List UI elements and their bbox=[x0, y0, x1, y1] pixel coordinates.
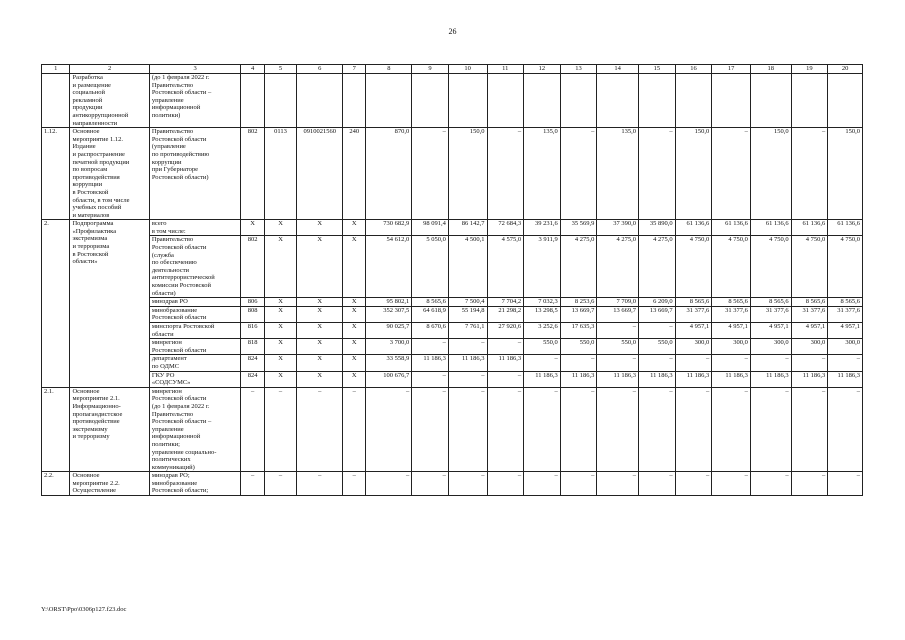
table-cell: 90 025,7 bbox=[366, 323, 412, 339]
table-cell bbox=[241, 74, 264, 128]
table-cell: – bbox=[448, 371, 487, 387]
table-cell: X bbox=[343, 323, 366, 339]
column-header-2: 2 bbox=[70, 65, 149, 74]
table-cell: X bbox=[343, 220, 366, 236]
table-cell: Основное мероприятие 1.12. Издание и распространение печатной продукции по вопросам противодействия коррупции в Ростовской области, в том числе учебных пособий и материалов bbox=[70, 128, 149, 220]
table-cell: – bbox=[343, 472, 366, 496]
table-cell: – bbox=[366, 472, 412, 496]
table-cell: Правительство Ростовской области (управление по противодействию коррупции при Губернаторе Ростовской области) bbox=[149, 128, 241, 220]
table-cell: – bbox=[297, 387, 343, 472]
table-cell: – bbox=[560, 472, 597, 496]
table-cell: 240 bbox=[343, 128, 366, 220]
table-cell: минрегион Ростовской области (до 1 февраля 2022 г. Правительство Ростовской области – управление информационной политики; управление социально- политических коммуникаций) bbox=[149, 387, 241, 472]
table-cell: – bbox=[524, 472, 561, 496]
table-cell: X bbox=[297, 236, 343, 298]
table-cell bbox=[597, 74, 639, 128]
table-cell bbox=[639, 74, 676, 128]
table-cell: – bbox=[791, 387, 828, 472]
budget-table bbox=[41, 64, 863, 496]
column-header-5: 5 bbox=[264, 65, 297, 74]
table-cell: X bbox=[264, 355, 297, 371]
table-cell bbox=[791, 74, 828, 128]
table-cell: – bbox=[597, 472, 639, 496]
table-cell: 4 957,1 bbox=[750, 323, 791, 339]
table-cell: – bbox=[366, 387, 412, 472]
table-row bbox=[42, 472, 863, 496]
column-header-1: 1 bbox=[42, 65, 70, 74]
table-cell: – bbox=[487, 371, 524, 387]
table-cell: X bbox=[343, 339, 366, 355]
table-cell bbox=[448, 74, 487, 128]
table-cell: 4 500,1 bbox=[448, 236, 487, 298]
table-cell: 352 307,5 bbox=[366, 306, 412, 322]
table-cell bbox=[828, 74, 863, 128]
column-header-13: 13 bbox=[560, 65, 597, 74]
table-cell: 11 186,3 bbox=[524, 371, 561, 387]
table-cell: 2.1. bbox=[42, 387, 70, 472]
table-cell: 3 252,6 bbox=[524, 323, 561, 339]
column-header-17: 17 bbox=[712, 65, 751, 74]
table-cell: 11 186,3 bbox=[487, 355, 524, 371]
table-row bbox=[42, 323, 863, 339]
table-cell: X bbox=[264, 339, 297, 355]
table-cell: 31 377,6 bbox=[750, 306, 791, 322]
table-cell: 0113 bbox=[264, 128, 297, 220]
table-cell: 150,0 bbox=[675, 128, 712, 220]
table-cell: 64 618,9 bbox=[412, 306, 449, 322]
table-cell: 13 669,7 bbox=[597, 306, 639, 322]
table-cell: 8 565,6 bbox=[750, 298, 791, 307]
table-cell: 7 709,0 bbox=[597, 298, 639, 307]
table-cell: – bbox=[412, 339, 449, 355]
table-cell: 31 377,6 bbox=[828, 306, 863, 322]
table-cell: – bbox=[750, 387, 791, 472]
table-cell: X bbox=[264, 323, 297, 339]
table-cell: 54 612,0 bbox=[366, 236, 412, 298]
table-cell: минобразование Ростовской области bbox=[149, 306, 241, 322]
table-cell: Правительство Ростовской области (служба по обеспечению деятельности антитеррористической комиссии Ростовской области) bbox=[149, 236, 241, 298]
table-cell: – bbox=[487, 387, 524, 472]
table-cell bbox=[264, 74, 297, 128]
table-cell: 150,0 bbox=[828, 128, 863, 220]
table-cell: 61 136,6 bbox=[828, 220, 863, 236]
table-cell: – bbox=[560, 387, 597, 472]
table-cell: X bbox=[297, 355, 343, 371]
table-cell: 150,0 bbox=[750, 128, 791, 220]
table-cell: – bbox=[412, 128, 449, 220]
table-cell: 550,0 bbox=[597, 339, 639, 355]
table-row bbox=[42, 355, 863, 371]
table-cell: 4 750,0 bbox=[828, 236, 863, 298]
table-cell: – bbox=[343, 387, 366, 472]
table-cell: 72 684,3 bbox=[487, 220, 524, 236]
table-header-row bbox=[42, 65, 863, 74]
table-row bbox=[42, 339, 863, 355]
table-cell: 4 957,1 bbox=[675, 323, 712, 339]
table-cell: 8 565,6 bbox=[712, 298, 751, 307]
table-cell: 61 136,6 bbox=[712, 220, 751, 236]
table-cell bbox=[343, 74, 366, 128]
table-cell: – bbox=[412, 387, 449, 472]
table-cell: – bbox=[487, 472, 524, 496]
column-header-18: 18 bbox=[750, 65, 791, 74]
table-cell: X bbox=[297, 220, 343, 236]
table-cell: 11 186,3 bbox=[675, 371, 712, 387]
table-cell: – bbox=[412, 472, 449, 496]
table-cell: 0910021560 bbox=[297, 128, 343, 220]
column-header-10: 10 bbox=[448, 65, 487, 74]
table-cell: X bbox=[297, 339, 343, 355]
table-cell bbox=[524, 74, 561, 128]
table-cell: 17 635,3 bbox=[560, 323, 597, 339]
table-cell: – bbox=[828, 355, 863, 371]
table-cell: – bbox=[828, 472, 863, 496]
column-header-19: 19 bbox=[791, 65, 828, 74]
table-cell: – bbox=[560, 128, 597, 220]
table-cell: 35 890,0 bbox=[639, 220, 676, 236]
column-header-14: 14 bbox=[597, 65, 639, 74]
table-cell: 808 bbox=[241, 306, 264, 322]
column-header-8: 8 bbox=[366, 65, 412, 74]
table-row bbox=[42, 371, 863, 387]
table-cell: 300,0 bbox=[675, 339, 712, 355]
table-cell: – bbox=[597, 355, 639, 371]
table-cell: 31 377,6 bbox=[712, 306, 751, 322]
table-cell: – bbox=[750, 355, 791, 371]
table-cell: 8 565,6 bbox=[791, 298, 828, 307]
table-cell: X bbox=[343, 236, 366, 298]
table-cell: X bbox=[241, 220, 264, 236]
table-cell: 816 bbox=[241, 323, 264, 339]
table-cell: X bbox=[343, 298, 366, 307]
table-row bbox=[42, 387, 863, 472]
table-cell: – bbox=[448, 387, 487, 472]
table-cell: 4 750,0 bbox=[750, 236, 791, 298]
table-cell bbox=[366, 74, 412, 128]
table-cell bbox=[487, 74, 524, 128]
table-cell: X bbox=[264, 371, 297, 387]
table-cell: 11 186,3 bbox=[750, 371, 791, 387]
table-cell: 1.12. bbox=[42, 128, 70, 220]
table-cell bbox=[297, 74, 343, 128]
table-cell: 8 565,6 bbox=[412, 298, 449, 307]
column-header-11: 11 bbox=[487, 65, 524, 74]
table-cell: – bbox=[241, 387, 264, 472]
table-cell: – bbox=[675, 472, 712, 496]
table-cell: 61 136,6 bbox=[791, 220, 828, 236]
table-cell: – bbox=[639, 387, 676, 472]
table-cell: 806 bbox=[241, 298, 264, 307]
table-cell: 13 669,7 bbox=[639, 306, 676, 322]
table-cell: 824 bbox=[241, 355, 264, 371]
table-cell: X bbox=[297, 323, 343, 339]
table-cell: – bbox=[448, 339, 487, 355]
table-cell: 39 231,6 bbox=[524, 220, 561, 236]
table-cell: X bbox=[264, 298, 297, 307]
table-cell: 61 136,6 bbox=[675, 220, 712, 236]
table-cell: – bbox=[524, 387, 561, 472]
table-cell: 13 669,7 bbox=[560, 306, 597, 322]
table-cell: 11 186,3 bbox=[639, 371, 676, 387]
table-cell: 21 298,2 bbox=[487, 306, 524, 322]
column-header-15: 15 bbox=[639, 65, 676, 74]
table-cell: X bbox=[343, 371, 366, 387]
table-cell: 7 761,1 bbox=[448, 323, 487, 339]
table-cell: 300,0 bbox=[712, 339, 751, 355]
table-cell bbox=[412, 74, 449, 128]
table-cell bbox=[712, 74, 751, 128]
table-cell: департамент по ОДМС bbox=[149, 355, 241, 371]
column-header-6: 6 bbox=[297, 65, 343, 74]
table-cell bbox=[675, 74, 712, 128]
table-cell bbox=[42, 74, 70, 128]
table-cell: 95 802,1 bbox=[366, 298, 412, 307]
table-cell: 4 275,0 bbox=[560, 236, 597, 298]
table-cell: – bbox=[828, 387, 863, 472]
table-cell: 2. bbox=[42, 220, 70, 387]
table-cell: – bbox=[241, 472, 264, 496]
table-cell: – bbox=[639, 128, 676, 220]
table-cell: 100 676,7 bbox=[366, 371, 412, 387]
column-header-16: 16 bbox=[675, 65, 712, 74]
table-cell: 3 700,0 bbox=[366, 339, 412, 355]
table-cell: – bbox=[712, 387, 751, 472]
table-cell: 4 957,1 bbox=[712, 323, 751, 339]
table-cell: – bbox=[597, 387, 639, 472]
table-cell: 13 298,5 bbox=[524, 306, 561, 322]
table-cell: 300,0 bbox=[828, 339, 863, 355]
column-header-9: 9 bbox=[412, 65, 449, 74]
table-cell: 11 186,3 bbox=[828, 371, 863, 387]
table-cell: 4 957,1 bbox=[828, 323, 863, 339]
table-cell: 550,0 bbox=[524, 339, 561, 355]
table-cell: 150,0 bbox=[448, 128, 487, 220]
table-row bbox=[42, 306, 863, 322]
table-cell: – bbox=[412, 371, 449, 387]
table-cell: 300,0 bbox=[750, 339, 791, 355]
table-cell bbox=[560, 74, 597, 128]
table-cell: 7 704,2 bbox=[487, 298, 524, 307]
table-cell: 11 186,3 bbox=[597, 371, 639, 387]
column-header-20: 20 bbox=[828, 65, 863, 74]
table-cell: – bbox=[750, 472, 791, 496]
table-cell: 11 186,3 bbox=[712, 371, 751, 387]
table-cell: – bbox=[448, 472, 487, 496]
column-header-3: 3 bbox=[149, 65, 241, 74]
table-cell: ГКУ РО «СОДСУМС» bbox=[149, 371, 241, 387]
table-cell: 135,0 bbox=[524, 128, 561, 220]
table-cell: 98 091,4 bbox=[412, 220, 449, 236]
table-cell: 37 390,0 bbox=[597, 220, 639, 236]
table-cell: – bbox=[297, 472, 343, 496]
table-cell: 8 670,6 bbox=[412, 323, 449, 339]
table-cell: – bbox=[675, 387, 712, 472]
table-cell: минздрав РО bbox=[149, 298, 241, 307]
table-cell: X bbox=[297, 371, 343, 387]
table-cell: 4 575,0 bbox=[487, 236, 524, 298]
table-cell: – bbox=[791, 128, 828, 220]
table-cell: 27 920,6 bbox=[487, 323, 524, 339]
table-cell: 7 032,3 bbox=[524, 298, 561, 307]
table-cell: Разработка и размещение социальной рекламной продукции антикоррупционной направленности bbox=[70, 74, 149, 128]
table-cell bbox=[750, 74, 791, 128]
table-cell: – bbox=[560, 355, 597, 371]
table-cell: 35 569,9 bbox=[560, 220, 597, 236]
table-cell: 4 275,0 bbox=[597, 236, 639, 298]
table-cell: – bbox=[264, 472, 297, 496]
table-cell: всего в том числе: bbox=[149, 220, 241, 236]
table-cell: 802 bbox=[241, 128, 264, 220]
table-cell: 4 750,0 bbox=[791, 236, 828, 298]
table-cell: 4 750,0 bbox=[675, 236, 712, 298]
table-cell: 4 275,0 bbox=[639, 236, 676, 298]
table-cell: 11 186,3 bbox=[560, 371, 597, 387]
table-cell: 4 957,1 bbox=[791, 323, 828, 339]
table-cell: 8 565,6 bbox=[828, 298, 863, 307]
table-cell: 730 682,9 bbox=[366, 220, 412, 236]
table-cell: Основное мероприятие 2.1. Информационно- пропагандистское противодействие экстремизму и терроризму bbox=[70, 387, 149, 472]
table-cell: 8 565,6 bbox=[675, 298, 712, 307]
table-cell: 2.2. bbox=[42, 472, 70, 496]
table-cell: 31 377,6 bbox=[675, 306, 712, 322]
table-cell: минздрав РО; минобразование Ростовской области; bbox=[149, 472, 241, 496]
table-cell: X bbox=[264, 306, 297, 322]
table-cell: – bbox=[264, 387, 297, 472]
table-row bbox=[42, 298, 863, 307]
table-cell: 135,0 bbox=[597, 128, 639, 220]
table-cell: – bbox=[712, 128, 751, 220]
table-cell: 802 bbox=[241, 236, 264, 298]
page-number: 26 bbox=[448, 27, 457, 36]
table-cell: 11 186,3 bbox=[448, 355, 487, 371]
footer-file-path: Y:\ORST\Ppo\0306p127.f23.doc bbox=[41, 606, 127, 613]
table-cell: 550,0 bbox=[560, 339, 597, 355]
table-cell: X bbox=[297, 306, 343, 322]
column-header-4: 4 bbox=[241, 65, 264, 74]
table-cell: X bbox=[264, 236, 297, 298]
table-cell: 86 142,7 bbox=[448, 220, 487, 236]
table-cell: – bbox=[791, 472, 828, 496]
table-cell: 33 558,9 bbox=[366, 355, 412, 371]
table-cell: X bbox=[343, 355, 366, 371]
table-cell: 55 194,8 bbox=[448, 306, 487, 322]
table-row bbox=[42, 128, 863, 220]
table-cell: – bbox=[524, 355, 561, 371]
table-cell: Подпрограмма «Профилактика экстремизма и терроризма в Ростовской области» bbox=[70, 220, 149, 387]
table-cell: 824 bbox=[241, 371, 264, 387]
table-cell: – bbox=[487, 339, 524, 355]
column-header-7: 7 bbox=[343, 65, 366, 74]
table-cell: 5 050,0 bbox=[412, 236, 449, 298]
table-cell: минспорта Ростовской области bbox=[149, 323, 241, 339]
table-cell: – bbox=[639, 472, 676, 496]
table-cell: минрегион Ростовской области bbox=[149, 339, 241, 355]
column-header-12: 12 bbox=[524, 65, 561, 74]
table-cell: Основное мероприятие 2.2. Осуществление bbox=[70, 472, 149, 496]
table-cell: 11 186,3 bbox=[412, 355, 449, 371]
table-cell: 11 186,3 bbox=[791, 371, 828, 387]
table-cell: – bbox=[597, 323, 639, 339]
table-row bbox=[42, 220, 863, 236]
table-cell: – bbox=[639, 355, 676, 371]
table-cell: 550,0 bbox=[639, 339, 676, 355]
table-cell: 31 377,6 bbox=[791, 306, 828, 322]
table-row bbox=[42, 74, 863, 128]
table-row bbox=[42, 236, 863, 298]
table-cell: – bbox=[712, 355, 751, 371]
table-cell: – bbox=[712, 472, 751, 496]
table-cell: 4 750,0 bbox=[712, 236, 751, 298]
table-cell: 8 253,6 bbox=[560, 298, 597, 307]
table-cell: – bbox=[791, 355, 828, 371]
table-cell: – bbox=[675, 355, 712, 371]
table-cell: 870,0 bbox=[366, 128, 412, 220]
table-cell: 6 209,0 bbox=[639, 298, 676, 307]
table-cell: 7 500,4 bbox=[448, 298, 487, 307]
table-cell: X bbox=[343, 306, 366, 322]
table-cell: 300,0 bbox=[791, 339, 828, 355]
table-cell: – bbox=[639, 323, 676, 339]
table-cell: – bbox=[487, 128, 524, 220]
table-cell: 3 911,9 bbox=[524, 236, 561, 298]
table-cell: 61 136,6 bbox=[750, 220, 791, 236]
table-cell: X bbox=[297, 298, 343, 307]
table-cell: (до 1 февраля 2022 г. Правительство Ростовской области – управление информационной политики) bbox=[149, 74, 241, 128]
table-cell: 818 bbox=[241, 339, 264, 355]
table-cell: X bbox=[264, 220, 297, 236]
